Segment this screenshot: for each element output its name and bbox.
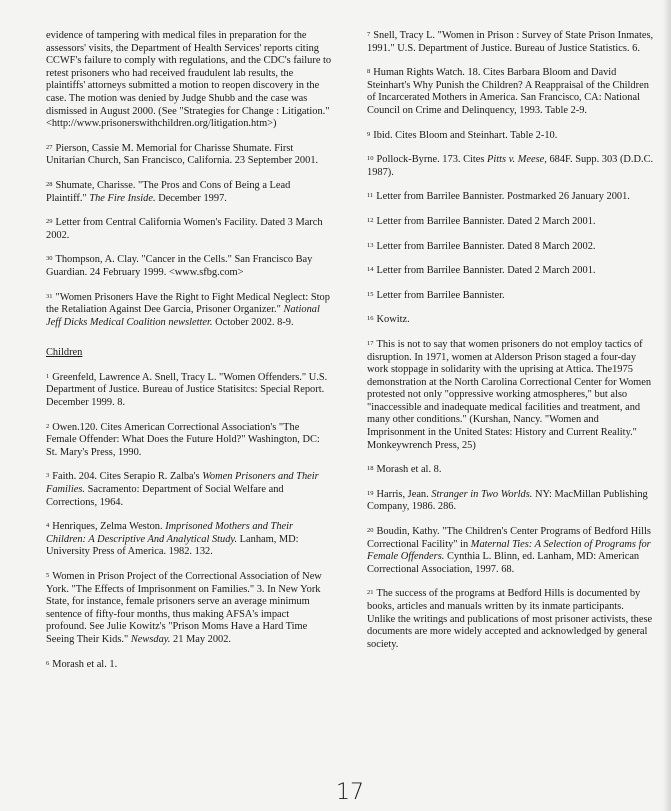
footnote — [46, 659, 332, 672]
footnote-text: October 2002. 8-9. — [212, 316, 294, 328]
footnote-text: Letter from Barrilee Bannister. Dated 8 March 2002. — [376, 240, 596, 252]
footnote-number: 19 — [367, 489, 374, 497]
left-column — [46, 30, 332, 683]
footnote — [367, 216, 654, 229]
footnote-title: Pitts v. Meese, — [487, 154, 547, 166]
footnote-number: 4 — [46, 522, 50, 530]
footnote — [46, 571, 332, 647]
footnote-text: The success of the programs at Bedford Hills is documented by books, articles and manuals written by its inmate participants. Unlike the writings and publications of most prisoner activists, these documents are more widely accepted and acknowledged by general society. — [367, 588, 653, 650]
footnote-number: 28 — [46, 180, 53, 188]
footnote-text: Kowitz. — [376, 314, 410, 326]
footnote — [46, 372, 332, 410]
footnote-text: Greenfeld, Lawrence A. Snell, Tracy L. "Women Offenders." U.S. Department of Justice. Bureau of Justice Statisitcs: Special Report. December 1999. 8. — [46, 371, 328, 409]
footnote-number: 30 — [46, 255, 53, 263]
footnote-title: Stranger in Two Worlds. — [431, 488, 533, 500]
footnote — [367, 290, 654, 303]
footnote — [367, 588, 654, 651]
footnote-number: 16 — [367, 315, 374, 323]
footnote-text: Letter from Barrilee Bannister. Postmarked 26 January 2001. — [376, 191, 630, 203]
footnote — [367, 314, 654, 327]
footnote-text: Letter from Barrilee Bannister. — [376, 289, 505, 301]
footnote-number: 27 — [46, 143, 53, 151]
footnote — [367, 154, 654, 179]
footnote-text: Henriques, Zelma Weston. — [52, 521, 166, 533]
footnote-text: Human Rights Watch. 18. Cites Barbara Bloom and David Steinhart's Why Punish the Children? A Reappraisal of the Children of Incarcerated Mothers in America. San Francisco, CA: National Council on Crime and Delinquency, 1993. Table 2-9. — [367, 67, 649, 116]
footnote-text: Ibid. Cites Bloom and Steinhart. Table 2-10. — [373, 129, 558, 141]
footnote-text: Pollock-Byrne. 173. Cites — [376, 154, 488, 166]
footnote-text: Snell, Tracy L. "Women in Prison : Survey of State Prison Inmates, 1991." U.S. Department of Justice. Bureau of Justice Statistics. 6. — [367, 30, 654, 54]
notes-list — [46, 143, 332, 330]
footnote-number: 7 — [367, 31, 371, 38]
footnote-text: Sacramento: Department of Social Welfare and Corrections, 1964. — [46, 484, 284, 508]
page-number: 17 — [336, 780, 364, 805]
footnote — [46, 143, 332, 168]
footnote-number: 5 — [46, 572, 50, 579]
footnote — [367, 130, 654, 143]
footnote-text: Faith. 204. Cites Serapio R. Zalba's — [52, 471, 203, 483]
footnote-number: 1 — [46, 372, 50, 380]
footnote-number: 18 — [367, 465, 374, 473]
footnote-number: 2 — [46, 422, 50, 430]
footnote-text: Shumate, Charisse. "The Pros and Cons of Being a Lead Plaintiff." — [46, 179, 291, 204]
footnote-text: Cynthia L. Blinn, ed. Lanham, MD: American Correctional Association, 1997. 68. — [367, 551, 640, 575]
footnote-number: 14 — [367, 266, 374, 274]
footnote-text: Letter from Central California Women's Facility. Dated 3 March 2002. — [46, 217, 323, 241]
footnote-text: Letter from Barrilee Bannister. Dated 2 March 2001. — [376, 265, 596, 277]
footnote — [367, 241, 654, 254]
footnote-text: Harris, Jean. — [376, 488, 432, 500]
footnote-text: Lanham, MD: University Press of America. 1982. 132. — [46, 533, 299, 558]
footnote-number: 10 — [367, 155, 374, 163]
footnote-number: 31 — [46, 292, 53, 300]
footnote-title: Imprisoned Mothers and Their Children: A Descriptive And Analytical Study. — [46, 521, 294, 545]
footnote — [367, 489, 654, 514]
footnote — [367, 67, 654, 117]
footnote-number: 3 — [46, 472, 50, 480]
children-notes-list — [46, 372, 332, 671]
footnote — [46, 180, 332, 205]
footnote-title: Women Prisoners and Their Families. — [46, 471, 319, 496]
footnote — [367, 464, 654, 477]
right-column — [367, 30, 654, 663]
footnote-text: Letter from Barrilee Bannister. Dated 2 March 2001. — [376, 215, 596, 227]
footnote-text: December 1997. — [155, 192, 227, 204]
footnote — [367, 30, 654, 55]
footnote — [367, 265, 654, 278]
footnote-text: Morash et al. 1. — [52, 658, 118, 670]
footnote — [46, 292, 332, 330]
footnote-number: 6 — [46, 659, 50, 667]
footnote — [46, 422, 332, 460]
footnote — [46, 471, 332, 509]
footnote-text: NY: MacMillan Publishing Company, 1986. 286. — [367, 488, 648, 513]
scan-edge-shadow — [663, 0, 671, 811]
footnote-text: Owen.120. Cites American Correctional Association's "The Female Offender: What Does the Future Hold?" Washington, DC: St. Mary's Press, 1990. — [46, 421, 320, 458]
section-heading: Children — [46, 347, 83, 359]
footnote-number: 15 — [367, 290, 374, 298]
footnote — [46, 521, 332, 559]
footnote-number: 13 — [367, 241, 374, 249]
footnote-text: Thompson, A. Clay. "Cancer in the Cells." San Francisco Bay Guardian. 24 February 1999. <www.sfbg.com> — [46, 254, 313, 278]
footnote — [46, 254, 332, 279]
footnote-title: The Fire Inside. — [89, 192, 156, 204]
footnote-number: 9 — [367, 130, 371, 138]
footnote-title: National Jeff Dicks Medical Coalition newsletter. — [46, 304, 320, 328]
footnote — [367, 339, 654, 452]
footnote-text: 21 May 2002. — [170, 633, 232, 645]
footnote-text: "Women Prisoners Have the Right to Fight Medical Neglect: Stop the Retaliation Against Dee Garcia, Prisoner Organizer." — [46, 291, 330, 316]
footnote-title: Maternal Ties: A Selection of Programs for Female Offenders. — [367, 538, 651, 563]
footnote-text: Women in Prison Project of the Correctional Association of New York. "The Effects of Imprisonment on Families." 3. In New York State, for instance, female prisoners serve an average minimum sentence of fifty-four months, thus making AFSA's impact profound. See Julie Kowitz's "Prison Moms Have a Hard Time Seeing Their Kids." — [46, 571, 322, 645]
footnote-text: This is not to say that women prisoners do not employ tactics of disruption. In 1971, women at Alderson Prison staged a four-day work stoppage in solidarity with the uprising at Attica. The1975 demonstration at the North Carolina Correctional Center for Women protested not only "oppressive working atmospheres," but also "inaccessible and inadequate medical facilities and treatment, and many other conditions." (Kurshan, Nancy. "Women and Imprisonment in the United States: History and Current Reality." Monkeywrench Press, 25) — [367, 338, 652, 451]
footnote-number: 12 — [367, 216, 374, 224]
footnote-number: 21 — [367, 589, 374, 597]
footnote-number: 20 — [367, 527, 374, 535]
footnote-title: Newsday. — [130, 633, 171, 645]
footnote — [367, 526, 654, 576]
intro-paragraph: evidence of tampering with medical files in preparation for the assessors' visits, the Department of Health Services' reports citing CCWF's failure to comply with regulations, and the CDC's failure to retest prisoners who had received fraudulent lab results, the plaintiffs' attorneys submitted a motion to reopen discovery in the case. The motion was denied by Judge Shubb and the case was dismissed in August 2000. (See "Strategies for Change : Litigation." <http://www.prisonerswithchildren.org/litigation.htm>) — [46, 30, 332, 130]
notes-list — [367, 30, 654, 651]
footnote-text: Pierson, Cassie M. Memorial for Charisse Shumate. First Unitarian Church, San Francisco, California. 23 September 2001. — [46, 142, 319, 167]
footnote-number: 17 — [367, 339, 374, 347]
footnote-number: 29 — [46, 218, 53, 226]
footnote — [367, 191, 654, 204]
footnote-text: 684F. Supp. 303 (D.D.C. 1987). — [367, 154, 654, 178]
footnote-number: 8 — [367, 68, 371, 76]
footnote-text: Boudin, Kathy. "The Children's Center Programs of Bedford Hills Correctional Facility" in — [367, 526, 651, 550]
footnote — [46, 217, 332, 242]
footnote-text: Morash et al. 8. — [376, 464, 442, 476]
footnote-number: 11 — [367, 192, 374, 200]
